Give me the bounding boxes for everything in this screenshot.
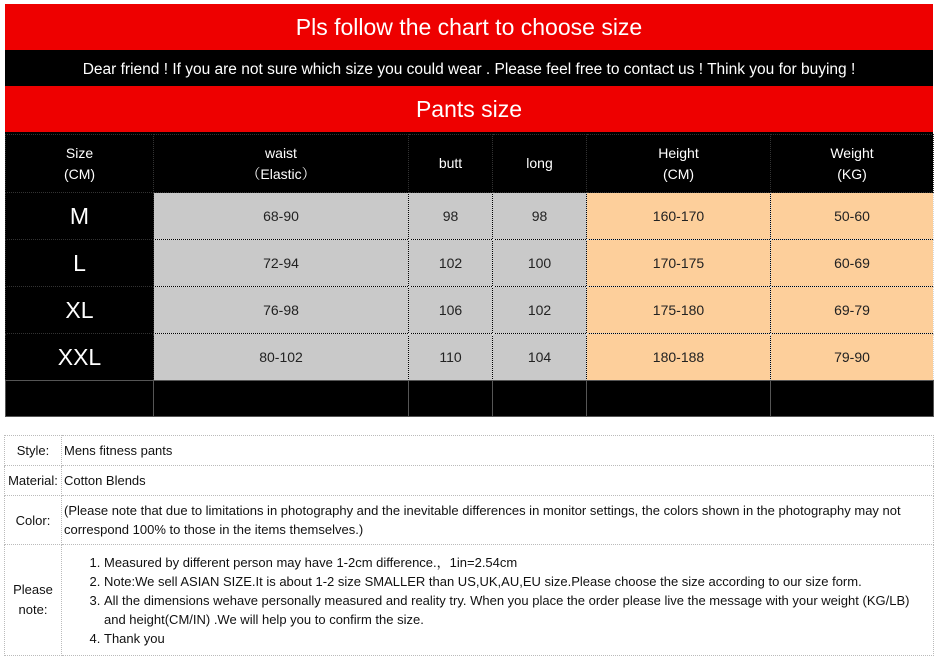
waist-cell: 76-98 xyxy=(154,287,409,334)
butt-cell: 106 xyxy=(409,287,493,334)
header-butt: butt xyxy=(409,135,493,193)
contact-notice: Dear friend ! If you are not sure which size you could wear . Please feel free to contact us ! Think you for buying ! xyxy=(5,54,933,85)
size-cell: XL xyxy=(6,287,154,334)
blank-cell xyxy=(154,381,409,417)
list-item: 2. Note:We sell ASIAN SIZE.It is about 1-2 size SMALLER than US,UK,AU,EU size.Please choose the size according to our size form. xyxy=(104,572,933,591)
header-height-label: Height xyxy=(658,144,699,161)
blank-cell xyxy=(409,381,493,417)
chart-title: Pls follow the chart to choose size xyxy=(5,4,933,50)
weight-cell: 79-90 xyxy=(771,334,934,381)
long-cell: 102 xyxy=(493,287,587,334)
long-cell: 98 xyxy=(493,193,587,240)
size-cell: L xyxy=(6,240,154,287)
size-cell: M xyxy=(6,193,154,240)
waist-cell: 72-94 xyxy=(154,240,409,287)
height-cell: 175-180 xyxy=(587,287,771,334)
header-size-label: Size xyxy=(65,144,94,161)
size-chart xyxy=(5,4,933,416)
butt-cell: 102 xyxy=(409,240,493,287)
height-cell: 160-170 xyxy=(587,193,771,240)
color-label: Color: xyxy=(5,496,62,545)
waist-cell: 80-102 xyxy=(154,334,409,381)
long-cell: 104 xyxy=(493,334,587,381)
blank-cell xyxy=(771,381,934,417)
header-size-unit: (CM) xyxy=(63,165,96,182)
header-height xyxy=(587,135,771,193)
note-label-line1: Please xyxy=(13,582,53,597)
header-size xyxy=(6,135,154,193)
size-cell: XXL xyxy=(6,334,154,381)
note-label xyxy=(5,545,62,656)
info-row-material xyxy=(5,466,934,496)
section-title: Pants size xyxy=(5,86,933,132)
table-row xyxy=(6,193,934,240)
header-weight-label: Weight xyxy=(830,144,874,161)
material-label: Material: xyxy=(5,466,62,496)
color-value: (Please note that due to limitations in photography and the inevitable differences in monitor settings, the colors shown in the photography may not correspond 100% to those in the items themselves.) xyxy=(62,496,934,545)
header-height-unit: (CM) xyxy=(662,165,695,182)
style-value: Mens fitness pants xyxy=(62,436,934,466)
butt-cell: 110 xyxy=(409,334,493,381)
header-waist-label: waist xyxy=(265,144,297,161)
header-long: long xyxy=(493,135,587,193)
table-row xyxy=(6,334,934,381)
blank-cell xyxy=(587,381,771,417)
blank-row xyxy=(6,381,934,417)
weight-cell: 50-60 xyxy=(771,193,934,240)
weight-cell: 60-69 xyxy=(771,240,934,287)
header-weight xyxy=(771,135,934,193)
list-item: 1. Measured by different person may have 1-2cm difference.，1in=2.54cm xyxy=(104,553,933,572)
blank-cell xyxy=(493,381,587,417)
info-row-note xyxy=(5,545,934,656)
note-label-line2: note: xyxy=(18,602,48,617)
table-row xyxy=(6,287,934,334)
header-weight-unit: (KG) xyxy=(837,165,867,182)
list-item: 3. All the dimensions wehave personally measured and reality try. When you place the order please live the message with your weight (KG/LB) and height(CM/IN) .We will help you to confirm the size. xyxy=(104,591,933,629)
pants-size-table xyxy=(5,134,934,417)
product-info-table xyxy=(4,435,934,656)
header-waist xyxy=(154,135,409,193)
material-value: Cotton Blends xyxy=(62,466,934,496)
info-row-color xyxy=(5,496,934,545)
blank-cell xyxy=(6,381,154,417)
height-cell: 180-188 xyxy=(587,334,771,381)
list-item: 4. Thank you xyxy=(104,629,933,648)
style-label: Style: xyxy=(5,436,62,466)
header-waist-note: （Elastic） xyxy=(246,165,316,182)
waist-cell: 68-90 xyxy=(154,193,409,240)
weight-cell: 69-79 xyxy=(771,287,934,334)
long-cell: 100 xyxy=(493,240,587,287)
note-value xyxy=(62,545,934,656)
height-cell: 170-175 xyxy=(587,240,771,287)
info-row-style xyxy=(5,436,934,466)
butt-cell: 98 xyxy=(409,193,493,240)
note-list xyxy=(64,553,933,648)
table-row xyxy=(6,240,934,287)
table-header-row xyxy=(6,135,934,193)
